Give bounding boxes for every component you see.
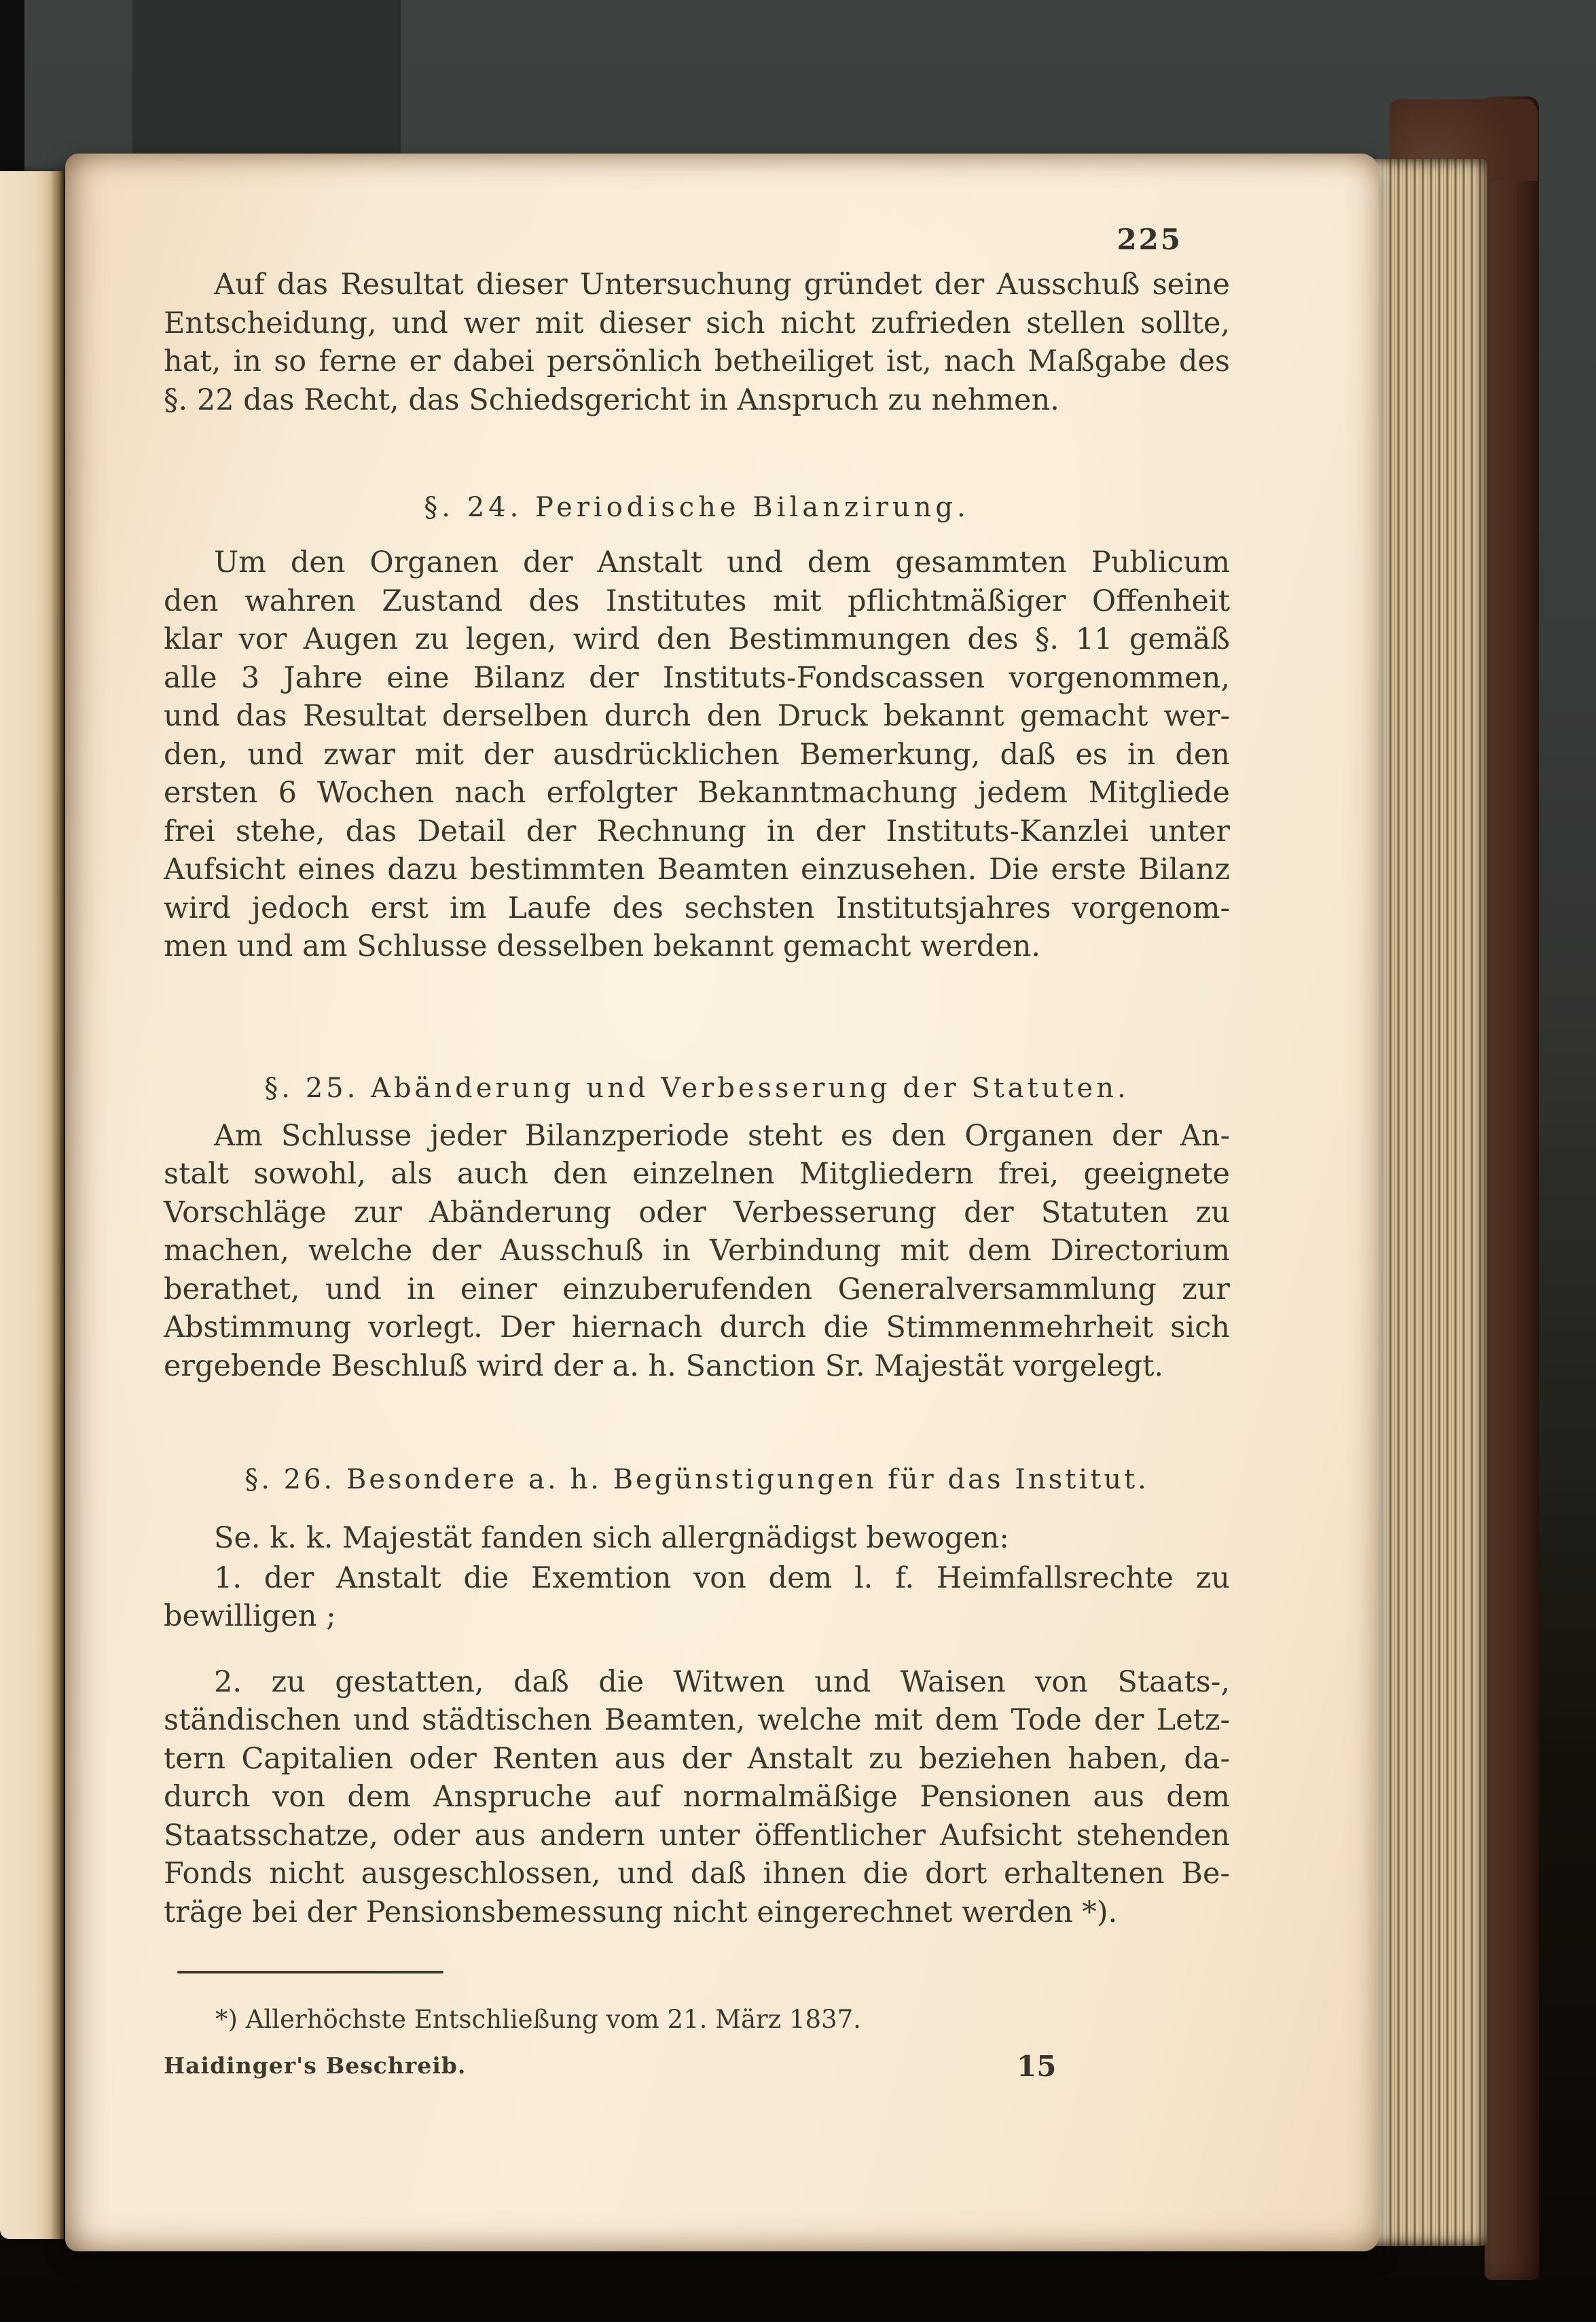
text-line: Aufsicht eines dazu bestimmten Beamten einzusehen. Die erste Bilanz — [164, 853, 1230, 887]
text-line: Auf das Resultat dieser Untersuchung gründet der Ausschuß seine — [214, 268, 1230, 302]
page-number: 225 — [1117, 223, 1182, 256]
text-line: und das Resultat derselben durch den Druck bekannt gemacht wer- — [164, 699, 1230, 733]
text-line: Staatsschatze, oder aus andern unter öffentlicher Aufsicht stehenden — [164, 1818, 1230, 1853]
paragraph — [164, 1663, 1230, 1932]
facing-page-edge — [0, 171, 64, 2239]
paragraph — [164, 543, 1230, 966]
text-line: durch von dem Anspruche auf normalmäßige Pensionen aus dem — [164, 1780, 1230, 1814]
text-line: den, und zwar mit der ausdrücklichen Bemerkung, daß es in den — [164, 737, 1230, 772]
paragraph — [164, 1117, 1230, 1386]
section-heading: §. 26. Besondere a. h. Begünstigungen für das Institut. — [244, 1464, 1149, 1495]
text-line: frei stehe, das Detail der Rechnung in der Instituts-Kanzlei unter — [164, 814, 1230, 849]
section-heading: §. 25. Abänderung und Verbesserung der Statuten. — [264, 1072, 1129, 1104]
footnote: *) Allerhöchste Entschließung vom 21. März 1837. — [215, 2005, 861, 2034]
scanner-background-edge — [0, 0, 24, 177]
text-line: stalt sowohl, als auch den einzelnen Mitgliedern frei, geeignete — [164, 1157, 1230, 1191]
footnote-rule — [177, 1971, 443, 1973]
text-line: alle 3 Jahre eine Bilanz der Instituts-Fondscassen vorgenommen, — [164, 660, 1230, 695]
leather-cover-spine — [1485, 96, 1539, 2280]
text-line: Vorschläge zur Abänderung oder Verbesserung der Statuten zu — [164, 1195, 1230, 1230]
text-line: men und am Schlusse desselben bekannt gemacht werden. — [164, 929, 1041, 963]
book-page — [65, 154, 1379, 2251]
paragraph — [164, 1559, 1230, 1636]
text-line: Abstimmung vorlegt. Der hiernach durch die Stimmenmehrheit sich — [164, 1310, 1230, 1344]
text-line: Se. k. k. Majestät fanden sich allergnädigst bewogen: — [214, 1521, 1009, 1555]
text-line: 1. der Anstalt die Exemtion von dem l. f. Heimfallsrechte zu — [214, 1560, 1230, 1595]
text-line: ersten 6 Wochen nach erfolgter Bekanntmachung jedem Mitgliede — [164, 776, 1230, 810]
text-line: Fonds nicht ausgeschlossen, und daß ihnen die dort erhaltenen Be- — [164, 1857, 1230, 1891]
scanner-background-shadow — [132, 0, 401, 156]
text-line: bewilligen ; — [164, 1599, 336, 1633]
section-heading: §. 24. Periodische Bilanzirung. — [424, 492, 970, 523]
paragraph — [164, 266, 1230, 419]
text-line: §. 22 das Recht, das Schiedsgericht in Anspruch zu nehmen. — [164, 382, 1059, 417]
catchword: Haidinger's Beschreib. — [164, 2052, 467, 2079]
text-block — [164, 266, 1230, 2100]
text-line: ständischen und städtischen Beamten, welche mit dem Tode der Letz- — [164, 1703, 1230, 1737]
text-line: wird jedoch erst im Laufe des sechsten Institutsjahres vorgenom- — [164, 891, 1230, 925]
text-line: hat, in so ferne er dabei persönlich betheiliget ist, nach Maßgabe des — [164, 344, 1230, 378]
text-line: 2. zu gestatten, daß die Witwen und Waisen von Staats-, — [214, 1664, 1230, 1699]
text-line: berathet, und in einer einzuberufenden Generalversammlung zur — [164, 1272, 1230, 1306]
text-line: tern Capitalien oder Renten aus der Anstalt zu beziehen haben, da- — [164, 1741, 1230, 1776]
text-line: Am Schlusse jeder Bilanzperiode steht es den Organen der An- — [214, 1118, 1230, 1153]
text-line: machen, welche der Ausschuß in Verbindung mit dem Directorium — [164, 1234, 1230, 1268]
text-line: den wahren Zustand des Institutes mit pflichtmäßiger Offenheit — [164, 584, 1230, 618]
page-stack-fore-edge — [1371, 159, 1487, 2246]
text-line: ergebende Beschluß wird der a. h. Sanction Sr. Majestät vorgelegt. — [164, 1348, 1164, 1383]
signature-number: 15 — [1017, 2050, 1057, 2083]
text-line: träge bei der Pensionsbemessung nicht eingerechnet werden *). — [164, 1895, 1118, 1929]
text-line: klar vor Augen zu legen, wird den Bestimmungen des §. 11 gemäß — [164, 622, 1230, 656]
text-line: Entscheidung, und wer mit dieser sich nicht zufrieden stellen sollte, — [164, 306, 1230, 340]
paragraph — [164, 1519, 1230, 1558]
text-line: Um den Organen der Anstalt und dem gesammten Publicum — [214, 546, 1230, 579]
page-footer — [164, 2052, 1230, 2100]
